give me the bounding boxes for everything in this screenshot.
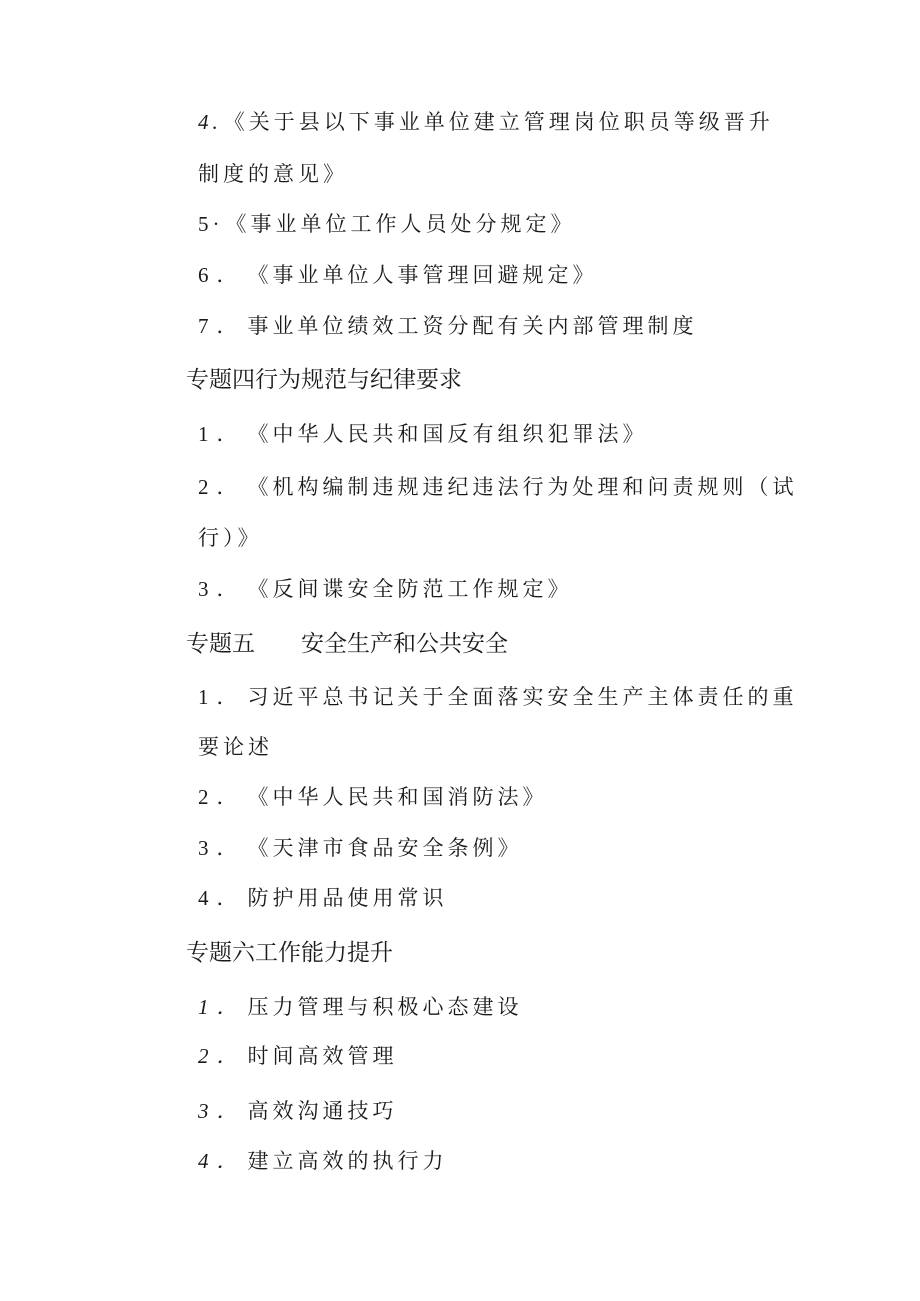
item-number: 2． (198, 785, 246, 809)
item-continuation: 要论述 (198, 735, 273, 759)
section-heading: 专题六工作能力提升 (186, 940, 393, 966)
list-item (198, 214, 576, 235)
list-item (198, 687, 798, 708)
item-number: 1． (198, 422, 246, 446)
list-item (198, 477, 798, 498)
list-item (198, 1046, 398, 1067)
list-item (198, 424, 648, 445)
item-text: 压力管理与积极心态建设 (247, 995, 523, 1019)
list-item (198, 838, 523, 859)
item-text: 《反间谍安全防范工作规定》 (247, 577, 573, 601)
list-item (198, 787, 548, 808)
item-number: 3． (198, 577, 246, 601)
item-text: 《事业单位工作人员处分规定》 (225, 212, 576, 236)
list-item (198, 579, 573, 600)
item-continuation: 行）》 (198, 526, 263, 550)
item-number: 7． (198, 314, 246, 338)
item-number: 4． (198, 886, 246, 910)
item-number: 1． (198, 995, 246, 1019)
item-text: 建立高效的执行力 (247, 1149, 448, 1173)
list-item (198, 888, 448, 909)
item-number: 4． (198, 1149, 246, 1173)
item-number: 2． (198, 1044, 246, 1068)
item-number: 3． (198, 1099, 246, 1123)
item-text: 《机构编制违规违纪违法行为处理和问责规则（试 (247, 475, 798, 499)
list-item (198, 997, 523, 1018)
item-text: 《事业单位人事管理回避规定》 (247, 263, 598, 287)
item-number: 3． (198, 836, 246, 860)
list-item (198, 316, 698, 337)
item-text: 《中华人民共和国反有组织犯罪法》 (247, 422, 648, 446)
section-heading (186, 633, 508, 656)
item-text: 高效沟通技巧 (247, 1099, 398, 1123)
list-item (198, 112, 774, 133)
list-item (198, 1101, 398, 1122)
item-number: 2． (198, 475, 246, 499)
item-number: 4. (198, 110, 222, 134)
item-text: 《中华人民共和国消防法》 (247, 785, 548, 809)
item-text: 《关于县以下事业单位建立管理岗位职员等级晋升 (223, 110, 774, 134)
item-text: 时间高效管理 (247, 1044, 398, 1068)
item-text: 《天津市食品安全条例》 (247, 836, 523, 860)
list-item (198, 265, 598, 286)
item-number: 6． (198, 263, 246, 287)
section-heading: 专题四行为规范与纪律要求 (186, 367, 462, 393)
section-label: 专题五 (186, 631, 255, 657)
item-text: 习近平总书记关于全面落实安全生产主体责任的重 (247, 685, 798, 709)
item-number: 5· (198, 212, 224, 236)
item-text: 防护用品使用常识 (247, 886, 448, 910)
item-continuation: 制度的意见》 (198, 162, 348, 186)
list-item (198, 1151, 448, 1172)
section-title: 安全生产和公共安全 (301, 631, 508, 657)
item-text: 事业单位绩效工资分配有关内部管理制度 (247, 314, 698, 338)
item-number: 1． (198, 685, 246, 709)
